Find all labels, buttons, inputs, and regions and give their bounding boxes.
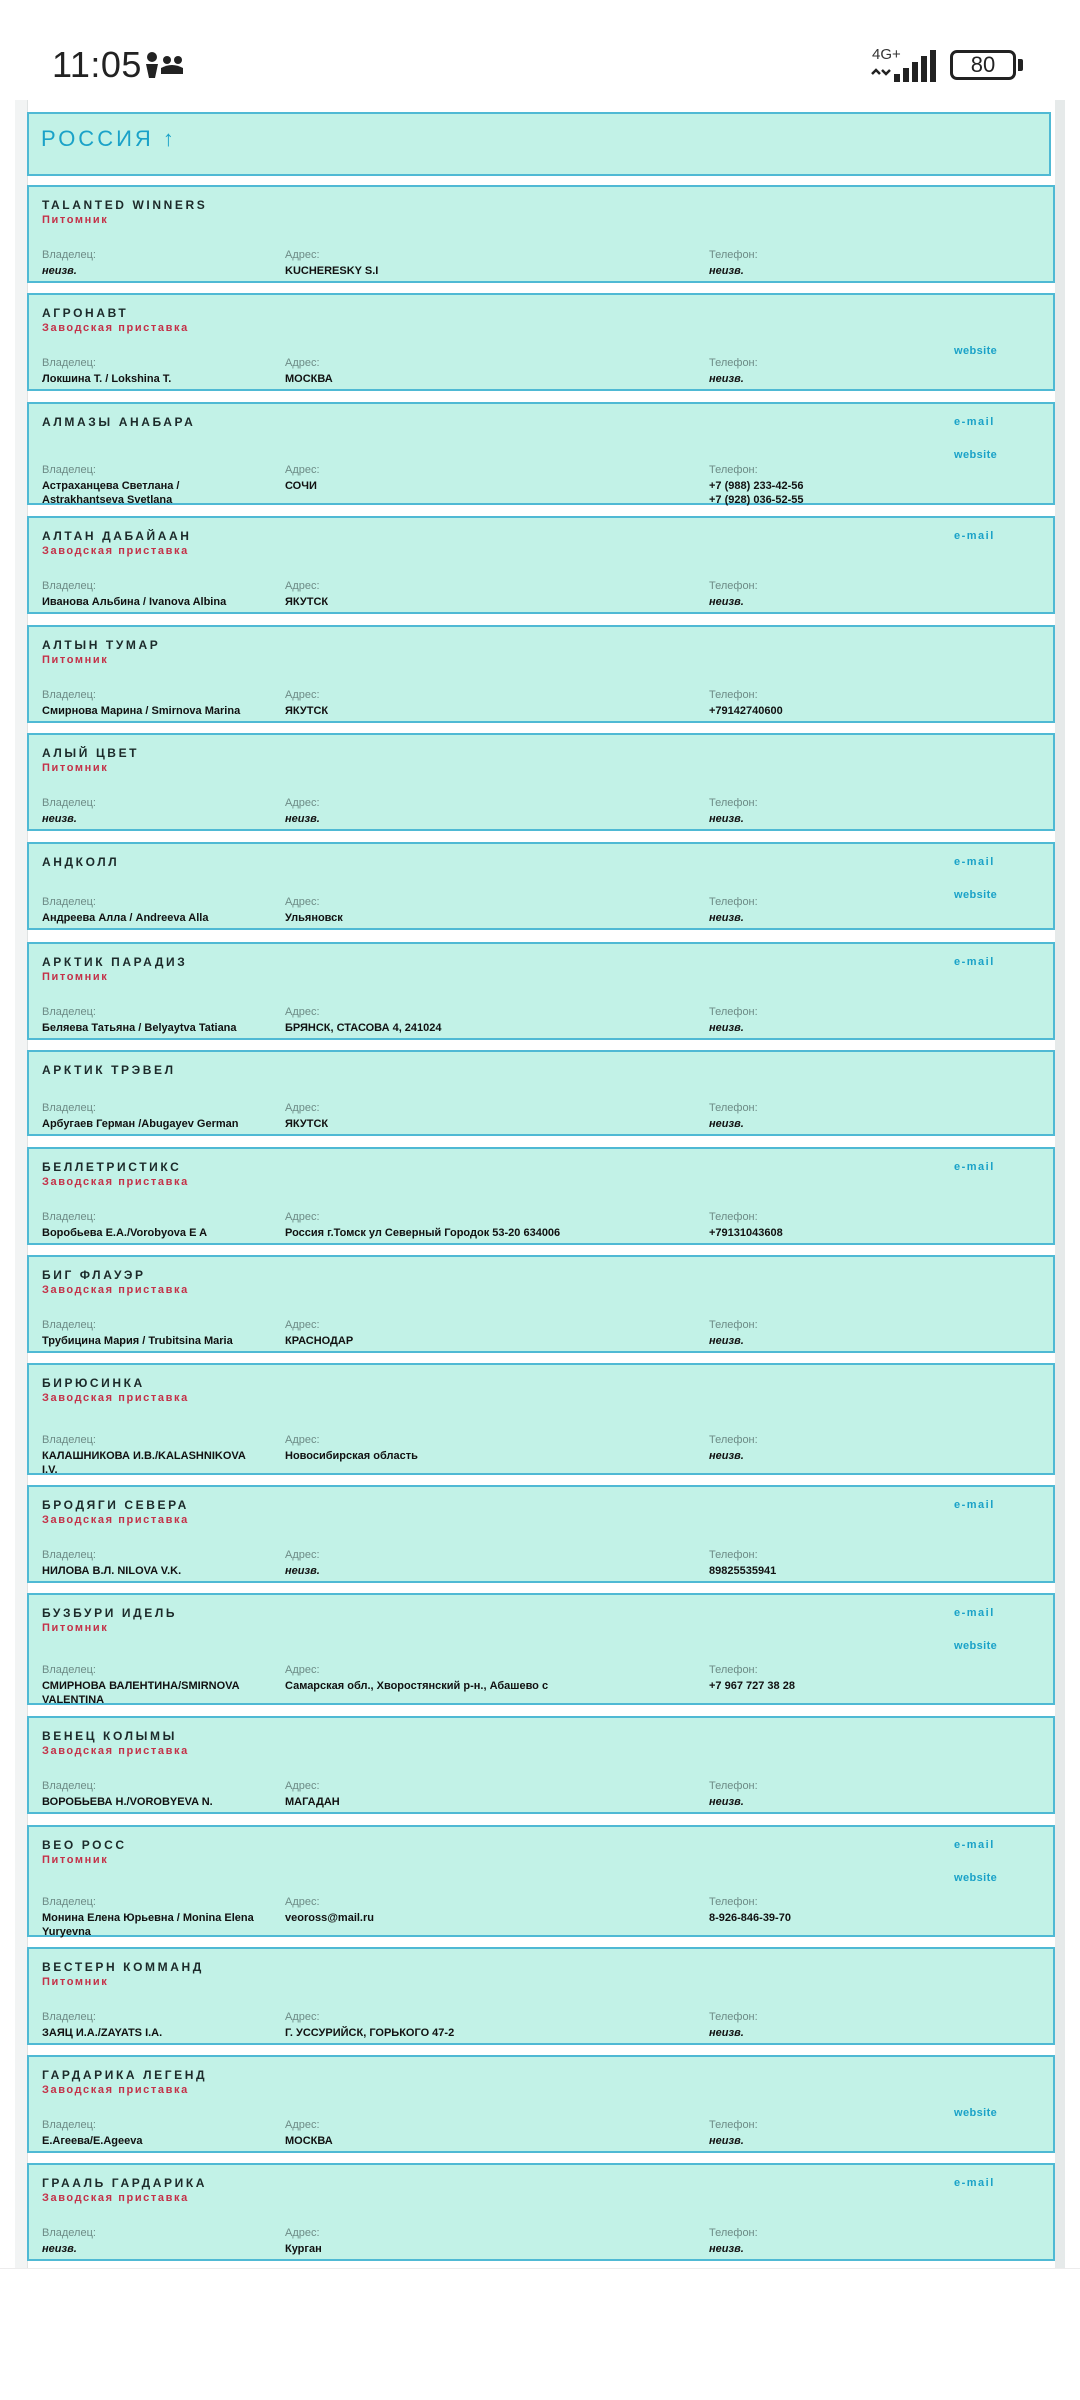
phone-value-line: неизв.	[709, 596, 744, 608]
kennel-type: Заводская приставка	[42, 2192, 189, 2204]
owner-value-line: НИЛОВА В.Л. NILOVA V.K.	[42, 1565, 182, 1577]
email-link[interactable]: e-mail	[954, 856, 995, 868]
phone-value	[709, 595, 939, 609]
owner-value	[42, 1226, 277, 1240]
kennel-name: БИГ ФЛАУЭР	[42, 1268, 146, 1282]
owner-value	[42, 1334, 277, 1348]
kennel-card	[27, 402, 1055, 505]
phone-label: Телефон:	[709, 2227, 758, 2239]
kennel-card	[27, 1593, 1055, 1705]
phone-value-line: +7 967 727 38 28	[709, 1680, 795, 1692]
address-label: Адрес:	[285, 1780, 320, 1792]
owner-value	[42, 1449, 277, 1477]
address-value	[285, 264, 695, 278]
kennel-name: TALANTED WINNERS	[42, 198, 208, 212]
kennel-type: Заводская приставка	[42, 545, 189, 557]
website-link[interactable]: website	[954, 1640, 998, 1652]
phone-value-line: неизв.	[709, 2027, 744, 2039]
phone-label: Телефон:	[709, 1664, 758, 1676]
owner-value	[42, 2134, 277, 2148]
address-value-line: Россия г.Томск ул Северный Городок 53-20 634006	[285, 1227, 561, 1239]
phone-value	[709, 1226, 939, 1240]
address-value-line: БРЯНСК, СТАСОВА 4, 241024	[285, 1022, 442, 1034]
kennel-name: АРКТИК ТРЭВЕЛ	[42, 1063, 176, 1077]
kennel-name: БУЗБУРИ ИДЕЛЬ	[42, 1606, 178, 1620]
address-value-line: Новосибирская область	[285, 1450, 418, 1462]
website-link[interactable]: website	[954, 2107, 998, 2119]
owner-value	[42, 1795, 277, 1809]
kennel-name: АРКТИК ПАРАДИЗ	[42, 955, 188, 969]
phone-value-line: неизв.	[709, 373, 744, 385]
website-link[interactable]: website	[954, 1872, 998, 1884]
phone-label: Телефон:	[709, 357, 758, 369]
address-label: Адрес:	[285, 464, 320, 476]
kennel-card	[27, 1255, 1055, 1353]
address-value-line: неизв.	[285, 813, 320, 825]
owner-value	[42, 479, 277, 507]
phone-value-line: неизв.	[709, 1335, 744, 1347]
address-value-line: МОСКВА	[285, 373, 333, 385]
owner-value	[42, 1021, 277, 1035]
owner-label: Владелец:	[42, 357, 96, 369]
owner-value	[42, 264, 277, 278]
phone-value	[709, 704, 939, 718]
address-value-line: ЯКУТСК	[285, 1118, 329, 1130]
clock: 11:05	[52, 44, 142, 85]
address-label: Адрес:	[285, 1319, 320, 1331]
phone-value-line: +7 (988) 233-42-56	[709, 480, 804, 492]
phone-value	[709, 264, 939, 278]
address-label: Адрес:	[285, 249, 320, 261]
status-bar	[0, 0, 1080, 100]
kennel-name: БРОДЯГИ СЕВЕРА	[42, 1498, 189, 1512]
owner-value	[42, 1911, 277, 1939]
address-value-line: неизв.	[285, 1565, 320, 1577]
phone-value	[709, 1117, 939, 1131]
phone-value-line: +79142740600	[709, 705, 783, 717]
kennel-name: АЛМАЗЫ АНАБАРА	[42, 415, 196, 429]
address-value	[285, 704, 695, 718]
email-link[interactable]: e-mail	[954, 956, 995, 968]
address-label: Адрес:	[285, 1434, 320, 1446]
phone-value-line: 89825535941	[709, 1565, 777, 1577]
kennel-type: Питомник	[42, 1976, 109, 1988]
owner-label: Владелец:	[42, 464, 96, 476]
address-label: Адрес:	[285, 1896, 320, 1908]
owner-value-line: КАЛАШНИКОВА И.В./KALASHNIKOVA	[42, 1450, 246, 1462]
address-label: Адрес:	[285, 1211, 320, 1223]
kennel-card	[27, 733, 1055, 831]
address-label: Адрес:	[285, 2119, 320, 2131]
owner-value-line: Беляева Татьяна / Belyaytva Tatiana	[42, 1022, 237, 1034]
email-link[interactable]: e-mail	[954, 530, 995, 542]
phone-value	[709, 479, 939, 507]
phone-value-line: неизв.	[709, 265, 744, 277]
owner-label: Владелец:	[42, 249, 96, 261]
address-label: Адрес:	[285, 357, 320, 369]
phone-label: Телефон:	[709, 2119, 758, 2131]
owner-label: Владелец:	[42, 1319, 96, 1331]
owner-value-line: Astrakhantseva Svetlana	[42, 494, 173, 506]
website-link[interactable]: website	[954, 889, 998, 901]
address-value-line: СОЧИ	[285, 480, 317, 492]
owner-value	[42, 1564, 277, 1578]
phone-value-line: +79131043608	[709, 1227, 783, 1239]
owner-value-line: Астраханцева Светлана /	[42, 480, 180, 492]
owner-value-line: Арбугаев Герман /Abugayev German	[42, 1118, 239, 1130]
owner-value-line: Yuryevna	[42, 1926, 91, 1938]
address-value-line: Ульяновск	[285, 912, 343, 924]
kennel-card	[27, 1825, 1055, 1937]
kennel-card	[27, 293, 1055, 391]
phone-value-line: неизв.	[709, 1022, 744, 1034]
owner-value	[42, 1679, 277, 1707]
phone-value-line: неизв.	[709, 813, 744, 825]
kennel-card	[27, 1147, 1055, 1245]
kennel-card	[27, 2055, 1055, 2153]
kennel-card	[27, 1050, 1055, 1136]
address-label: Адрес:	[285, 1102, 320, 1114]
address-label: Адрес:	[285, 2227, 320, 2239]
phone-value	[709, 1795, 939, 1809]
owner-value-line: Е.Агеева/E.Ageeva	[42, 2135, 143, 2147]
address-value-line: Курган	[285, 2243, 322, 2255]
email-link[interactable]: e-mail	[954, 1499, 995, 1511]
owner-value-line: ЗАЯЦ И.А./ZAYATS I.A.	[42, 2027, 163, 2039]
kennel-card	[27, 516, 1055, 614]
website-link[interactable]: website	[954, 345, 998, 357]
phone-label: Телефон:	[709, 689, 758, 701]
owner-value-line: неизв.	[42, 265, 77, 277]
kennel-type: Питомник	[42, 654, 109, 666]
kennel-type: Заводская приставка	[42, 1284, 189, 1296]
address-value-line: МАГАДАН	[285, 1796, 340, 1808]
phone-value	[709, 911, 939, 925]
phone-value	[709, 1679, 939, 1693]
battery-tip	[1018, 59, 1023, 71]
phone-label: Телефон:	[709, 1319, 758, 1331]
kennel-card	[27, 2163, 1055, 2261]
address-label: Адрес:	[285, 1664, 320, 1676]
owner-label: Владелец:	[42, 1780, 96, 1792]
scrollbar[interactable]	[1055, 100, 1065, 2268]
address-label: Адрес:	[285, 896, 320, 908]
owner-label: Владелец:	[42, 1211, 96, 1223]
address-value	[285, 1449, 695, 1463]
kennel-name: АЛЫЙ ЦВЕТ	[42, 746, 140, 760]
phone-value-line: неизв.	[709, 1118, 744, 1130]
kennel-name: АЛТАН ДАБАЙААН	[42, 529, 192, 543]
phone-value-line: неизв.	[709, 912, 744, 924]
kennel-type: Питомник	[42, 1622, 109, 1634]
owner-value	[42, 1117, 277, 1131]
address-value	[285, 479, 695, 493]
address-value	[285, 2026, 695, 2040]
phone-value	[709, 1564, 939, 1578]
address-value	[285, 2134, 695, 2148]
owner-label: Владелец:	[42, 896, 96, 908]
owner-value	[42, 2026, 277, 2040]
owner-label: Владелец:	[42, 1102, 96, 1114]
phone-label: Телефон:	[709, 1434, 758, 1446]
signal-icon	[870, 48, 940, 84]
owner-value-line: Локшина Т. / Lokshina T.	[42, 373, 172, 385]
owner-value-line: Трубицина Мария / Trubitsina Maria	[42, 1335, 233, 1347]
phone-label: Телефон:	[709, 464, 758, 476]
address-value	[285, 1795, 695, 1809]
phone-value-line: неизв.	[709, 2243, 744, 2255]
owner-value-line: I.V.	[42, 1464, 58, 1476]
owner-label: Владелец:	[42, 1549, 96, 1561]
owner-value	[42, 812, 277, 826]
kennel-card	[27, 185, 1055, 283]
phone-value-line: неизв.	[709, 1796, 744, 1808]
address-value	[285, 2242, 695, 2256]
phone-label: Телефон:	[709, 1006, 758, 1018]
kennel-name: АГРОНАВТ	[42, 306, 129, 320]
region-header[interactable]	[27, 112, 1051, 176]
phone-value	[709, 1911, 939, 1925]
phone-label: Телефон:	[709, 580, 758, 592]
kennel-type: Заводская приставка	[42, 1514, 189, 1526]
owner-label: Владелец:	[42, 1664, 96, 1676]
address-value-line: МОСКВА	[285, 2135, 333, 2147]
kennel-card	[27, 625, 1055, 723]
phone-value-line: +7 (928) 036-52-55	[709, 494, 804, 506]
kennel-type: Заводская приставка	[42, 322, 189, 334]
address-value	[285, 1334, 695, 1348]
email-link[interactable]: e-mail	[954, 1839, 995, 1851]
kennel-card	[27, 1363, 1055, 1475]
email-link[interactable]: e-mail	[954, 1607, 995, 1619]
owner-value-line: VALENTINA	[42, 1694, 105, 1706]
phone-value-line: неизв.	[709, 1450, 744, 1462]
navigation-bar	[0, 2268, 1080, 2400]
kennel-card	[27, 1716, 1055, 1814]
battery-indicator: 80	[950, 50, 1016, 80]
address-value	[285, 595, 695, 609]
address-value	[285, 1911, 695, 1925]
phone-value	[709, 812, 939, 826]
kennel-type: Питомник	[42, 971, 109, 983]
phone-value	[709, 2026, 939, 2040]
phone-label: Телефон:	[709, 2011, 758, 2023]
email-link[interactable]: e-mail	[954, 2177, 995, 2189]
owner-label: Владелец:	[42, 580, 96, 592]
phone-value-line: 8-926-846-39-70	[709, 1912, 791, 1924]
address-label: Адрес:	[285, 797, 320, 809]
address-value-line: КРАСНОДАР	[285, 1335, 354, 1347]
owner-value	[42, 372, 277, 386]
kennel-name: ГАРДАРИКА ЛЕГЕНД	[42, 2068, 208, 2082]
phone-value	[709, 1334, 939, 1348]
address-value-line: ЯКУТСК	[285, 596, 329, 608]
phone-value	[709, 372, 939, 386]
owner-value-line: СМИРНОВА ВАЛЕНТИНА/SMIRNOVA	[42, 1680, 240, 1692]
owner-label: Владелец:	[42, 689, 96, 701]
kennel-name: БИРЮСИНКА	[42, 1376, 145, 1390]
phone-value-line: неизв.	[709, 2135, 744, 2147]
address-value	[285, 1679, 695, 1693]
kennel-name: ВЕО РОСС	[42, 1838, 127, 1852]
address-value	[285, 1117, 695, 1131]
phone-label: Телефон:	[709, 1102, 758, 1114]
family-link-icon	[143, 50, 185, 80]
kennel-type: Заводская приставка	[42, 2084, 189, 2096]
owner-value	[42, 595, 277, 609]
address-label: Адрес:	[285, 1006, 320, 1018]
kennel-card	[27, 1947, 1055, 2045]
owner-value-line: неизв.	[42, 813, 77, 825]
owner-label: Владелец:	[42, 2227, 96, 2239]
address-value	[285, 1021, 695, 1035]
address-value	[285, 1564, 695, 1578]
email-link[interactable]: e-mail	[954, 416, 995, 428]
phone-label: Телефон:	[709, 249, 758, 261]
kennel-card	[27, 942, 1055, 1040]
owner-label: Владелец:	[42, 797, 96, 809]
kennel-type: Питомник	[42, 214, 109, 226]
owner-value-line: Смирнова Марина / Smirnova Marina	[42, 705, 241, 717]
kennel-card	[27, 842, 1055, 930]
phone-value	[709, 2242, 939, 2256]
network-type: 4G+	[872, 46, 901, 63]
address-label: Адрес:	[285, 580, 320, 592]
kennel-name: АНДКОЛЛ	[42, 855, 120, 869]
phone-label: Телефон:	[709, 1896, 758, 1908]
kennel-name: ВЕНЕЦ КОЛЫМЫ	[42, 1729, 177, 1743]
owner-label: Владелец:	[42, 1896, 96, 1908]
owner-label: Владелец:	[42, 1006, 96, 1018]
owner-label: Владелец:	[42, 2119, 96, 2131]
phone-label: Телефон:	[709, 797, 758, 809]
address-value-line: Г. УССУРИЙСК, ГОРЬКОГО 47-2	[285, 2027, 455, 2039]
address-value-line: KUCHERESKY S.I	[285, 265, 379, 277]
address-label: Адрес:	[285, 689, 320, 701]
owner-value-line: Иванова Альбина / Ivanova Albina	[42, 596, 227, 608]
owner-value-line: неизв.	[42, 2243, 77, 2255]
phone-label: Телефон:	[709, 1780, 758, 1792]
kennel-type: Заводская приставка	[42, 1745, 189, 1757]
owner-value-line: ВОРОБЬЕВА Н./VOROBYEVA N.	[42, 1796, 213, 1808]
address-value-line: ЯКУТСК	[285, 705, 329, 717]
address-value	[285, 812, 695, 826]
address-label: Адрес:	[285, 2011, 320, 2023]
owner-value	[42, 704, 277, 718]
kennel-type: Питомник	[42, 1854, 109, 1866]
address-label: Адрес:	[285, 1549, 320, 1561]
owner-value-line: Андреева Алла / Andreeva Alla	[42, 912, 209, 924]
email-link[interactable]: e-mail	[954, 1161, 995, 1173]
phone-label: Телефон:	[709, 1211, 758, 1223]
address-value	[285, 1226, 695, 1240]
region-title[interactable]: РОССИЯ ↑	[41, 126, 177, 151]
kennel-name: БЕЛЛЕТРИСТИКС	[42, 1160, 182, 1174]
phone-label: Телефон:	[709, 1549, 758, 1561]
owner-value	[42, 911, 277, 925]
phone-label: Телефон:	[709, 896, 758, 908]
kennel-type: Заводская приставка	[42, 1392, 189, 1404]
address-value-line: Самарская обл., Хворостянский р-н., Абашево с	[285, 1680, 549, 1692]
website-link[interactable]: website	[954, 449, 998, 461]
kennel-type: Питомник	[42, 762, 109, 774]
kennel-type: Заводская приставка	[42, 1176, 189, 1188]
phone-value	[709, 2134, 939, 2148]
address-value	[285, 911, 695, 925]
kennel-name: ГРААЛЬ ГАРДАРИКА	[42, 2176, 208, 2190]
owner-value	[42, 2242, 277, 2256]
owner-label: Владелец:	[42, 2011, 96, 2023]
owner-label: Владелец:	[42, 1434, 96, 1446]
address-value	[285, 372, 695, 386]
owner-value-line: Монина Елена Юрьевна / Monina Elena	[42, 1912, 254, 1924]
address-value-line: veoross@mail.ru	[285, 1912, 374, 1924]
phone-value	[709, 1021, 939, 1035]
phone-value	[709, 1449, 939, 1463]
kennel-name: АЛТЫН ТУМАР	[42, 638, 161, 652]
kennel-card	[27, 1485, 1055, 1583]
owner-value-line: Воробьева Е.А./Vorobyova E A	[42, 1227, 208, 1239]
kennel-name: ВЕСТЕРН КОММАНД	[42, 1960, 204, 1974]
